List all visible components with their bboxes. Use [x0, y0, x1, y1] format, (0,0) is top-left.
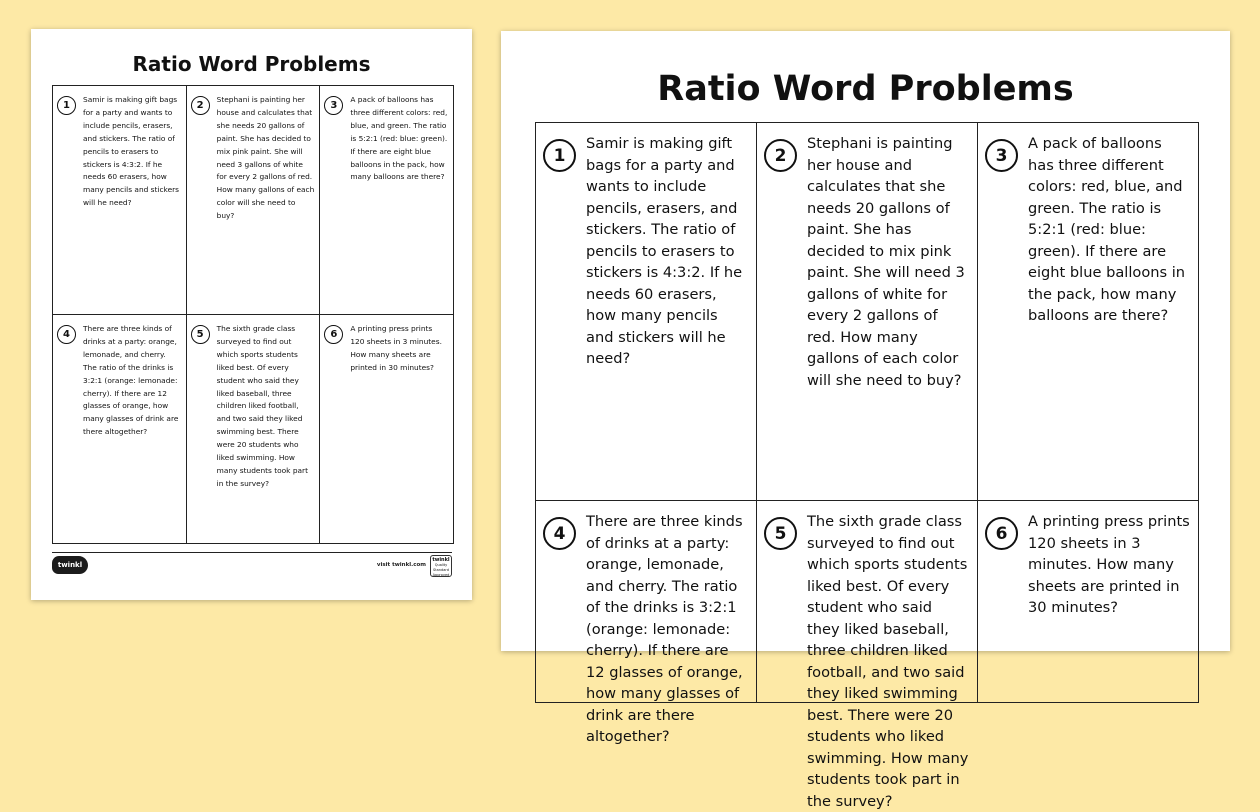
- worksheet-zoomed: [501, 31, 1230, 810]
- problem-cell: [536, 501, 757, 745]
- problems-grid: [535, 122, 1199, 810]
- problem-number: 5: [191, 325, 210, 344]
- problem-cell: [53, 86, 187, 315]
- problem-number: 2: [764, 139, 797, 172]
- problem-number: 2: [191, 96, 210, 115]
- problem-number: 3: [324, 96, 343, 115]
- problem-text: A pack of balloons has three different colors: red, blue, and green. The ratio is 5:2:1 (red: blue: green). If there are eight blue balloons in the pack, how many balloons are there?: [1028, 135, 1186, 324]
- problem-number: 3: [985, 139, 1018, 172]
- problem-number: 4: [57, 325, 76, 344]
- problem-cell: [978, 123, 1199, 501]
- problem-text: Samir is making gift bags for a party and wants to include pencils, erasers, and stickers. The ratio of pencils to erasers to stickers is 4:3:2. If he needs 60 erasers, how many pencils and stickers will he need?: [586, 135, 743, 367]
- problem-number: 1: [543, 139, 576, 172]
- quality-badge-icon: [430, 555, 452, 577]
- problem-cell: [320, 86, 454, 315]
- problem-text: A printing press prints 120 sheets in 3 minutes. How many sheets are printed in 30 minutes?: [1028, 513, 1190, 616]
- problem-cell: [320, 315, 454, 544]
- problem-text: The sixth grade class surveyed to find out which sports students liked best. Of every student who said they liked baseball, three children liked football, and two said they liked swimming best. There were 20 students who liked swimming. How many students took part in the survey?: [216, 324, 308, 488]
- problem-cell: [757, 501, 978, 810]
- problem-text: A pack of balloons has three different colors: red, blue, and green. The ratio is 5:2:1 (red: blue: green). If there are eight blue balloons in the pack, how many balloons are there?: [350, 95, 448, 182]
- problem-text: Samir is making gift bags for a party and wants to include pencils, erasers, and stickers. The ratio of pencils to erasers to stickers is 4:3:2. If he needs 60 erasers, how many pencils and stickers will he need?: [83, 95, 179, 208]
- problem-text: Stephani is painting her house and calculates that she needs 20 gallons of paint. She has decided to mix pink paint. She will need 3 gallons of white for every 2 gallons of red. How many gallons of each color will she need to buy?: [216, 95, 315, 221]
- problem-cell: [187, 86, 321, 315]
- problem-text: There are three kinds of drinks at a party: orange, lemonade, and cherry. The ratio of the drinks is 3:2:1 (orange: lemonade: cherry). If there are 12 glasses of orange, how many glasses of drink are there altogether?: [586, 513, 743, 745]
- problem-number: 6: [985, 517, 1018, 550]
- twinkl-logo: twinkl: [52, 556, 88, 574]
- problem-cell: [187, 315, 321, 544]
- problem-number: 6: [324, 325, 343, 344]
- worksheet-thumbnail: [31, 29, 472, 600]
- footer-divider: [52, 552, 452, 553]
- badge-text: Quality Standard Approved: [432, 563, 450, 577]
- problem-cell: [757, 123, 978, 501]
- problem-cell: [536, 123, 757, 501]
- problem-number: 4: [543, 517, 576, 550]
- worksheet-title: Ratio Word Problems: [657, 69, 1074, 109]
- problem-cell: [53, 315, 187, 544]
- worksheet-title: Ratio Word Problems: [132, 52, 371, 76]
- problems-grid: [52, 85, 454, 544]
- problem-cell: [978, 501, 1199, 703]
- problem-number: 1: [57, 96, 76, 115]
- problem-text: The sixth grade class surveyed to find out which sports students liked best. Of every student who said they liked baseball, three children liked football, and two said they liked swimming best. There were 20 students who liked swimming. How many students took part in the survey?: [807, 513, 969, 810]
- badge-title: twinkl: [432, 557, 450, 563]
- problem-number: 5: [764, 517, 797, 550]
- problem-text: There are three kinds of drinks at a party: orange, lemonade, and cherry. The ratio of the drinks is 3:2:1 (orange: lemonade: cherry). If there are 12 glasses of orange, how many glasses of drink are there altogether?: [83, 324, 179, 437]
- problem-text: Stephani is painting her house and calculates that she needs 20 gallons of paint. She has decided to mix pink paint. She will need 3 gallons of white for every 2 gallons of red. How many gallons of each color will she need to buy?: [807, 135, 965, 389]
- visit-link-text: visit twinkl.com: [376, 562, 426, 568]
- problem-text: A printing press prints 120 sheets in 3 minutes. How many sheets are printed in 30 minutes?: [350, 324, 442, 372]
